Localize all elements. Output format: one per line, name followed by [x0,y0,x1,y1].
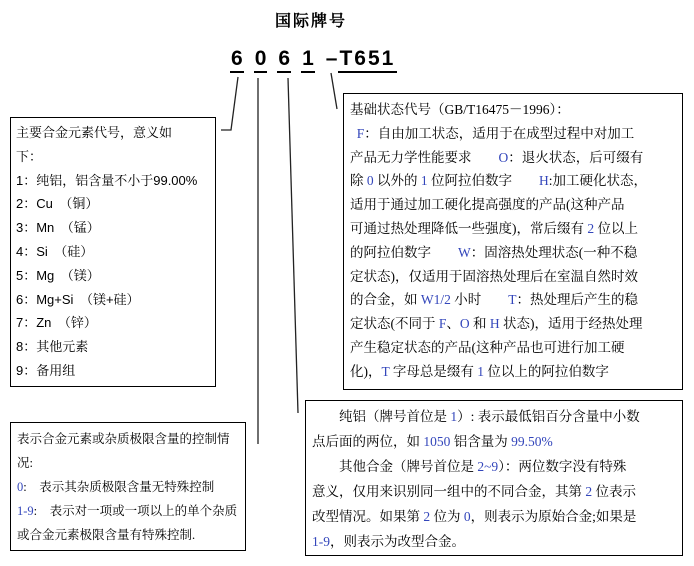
latin-run: 0 [463,509,471,524]
text-line: 况: [17,456,33,470]
text-line: 改型情况。如果第 2 位为 0，则表示为原始合金;如果是 [312,509,637,524]
text-line: 点后面的两位，如 1050 铝含量为 99.50% [312,434,553,449]
designation-code [230,47,397,73]
latin-run: 1-9 [17,504,34,518]
latin-run: 2~9 [477,459,499,474]
latin-run: 99.50% [511,434,553,449]
designation-separator: – [325,47,338,70]
latin-run: O [459,316,470,332]
text-line: 产生稳定状态的产品(这种产品也可进行加工硬 [350,339,625,355]
text-line: 1：纯铝，铝含量不小于99.00% [16,172,198,188]
text-line: 基础状态代号（GB/T16475－1996）： [350,102,570,117]
text-line: 下： [16,148,43,164]
text-line: 意义，仅用来识别同一组中的不同合金，其第 2 位表示 [312,484,636,499]
text-line: 4：Si （硅） [16,243,94,259]
latin-run: H [489,316,500,332]
latin-run: T [381,363,390,379]
latin-run: 1 [450,409,458,424]
text-line: 7：Zn （锌） [16,315,97,331]
basic-temper-codes-box [343,93,683,390]
leader-line-temper-to-temper-codes-box [331,73,337,109]
text-line: 3：Mn （锰） [16,220,100,236]
text-line: 或合金元素极限含量有特殊控制. [17,528,196,542]
latin-run: O [498,149,509,165]
latin-run: H [539,173,549,189]
impurity-control-box [10,422,246,551]
latin-run: W [458,244,471,260]
text-line: 1-9，则表示为改型合金。 [312,534,465,549]
designation-temper-code: T651 [338,47,397,73]
text-line: 化)，T 字母总是缀有 1 位以上的阿拉伯数字 [350,363,609,379]
text-line: 的阿拉伯数字 W：固溶热处理状态(一种不稳 [350,244,638,260]
latin-run: 0 [17,480,24,494]
text-line: 产品无力学性能要求 O：退火状态，后可缀有 [350,149,644,165]
text-line: 6：Mg+Si （镁+硅） [16,291,140,307]
text-line: 可通过热处理降低一些强度)，常后缀有 2 位以上 [350,220,638,236]
designation-digit-3: 6 [277,47,291,73]
latin-run: 1050 [423,434,451,449]
designation-digit-1: 6 [230,47,244,73]
latin-run: F [438,316,447,332]
text-line: 除 0 以外的 1 位阿拉伯数字 H:加工硬化状态， [350,173,648,189]
latin-run: 2 [587,220,595,236]
latin-run: T [508,292,517,308]
latin-run: 1 [477,363,485,379]
text-line: 其他合金（牌号首位是 2~9）：两位数字没有特殊 [312,459,627,474]
text-line: 0: 表示其杂质极限含量无特殊控制 [17,480,215,494]
leader-line-digit1-to-alloy-element-box [221,77,238,130]
text-line: 2：Cu （铜） [16,196,99,212]
latin-run: 1-9 [312,534,330,549]
text-line: 主要合金元素代号，意义如 [16,125,173,140]
text-line: 纯铝（牌号首位是 1）: 表示最低铝百分含量中小数 [312,409,640,424]
alloy-element-codes-box [10,117,216,387]
text-line: 定状态)，仅适用于固溶热处理后在室温自然时效 [350,268,638,284]
text-line: 定状态(不同于 F、O 和 H 状态)，适用于经热处理 [350,316,643,332]
text-line: 9：备用组 [16,362,76,378]
text-line: 表示合金元素或杂质极限含量的控制情 [17,432,230,446]
text-line: 适用于通过加工硬化提高强度的产品(这种产品 [350,197,625,213]
latin-run: F [356,125,365,141]
alloy-identification-box [305,400,683,556]
text-line: F：自由加工状态，适用于在成型过程中对加工 [356,125,635,141]
text-line: 的合金，如 W1/2 小时 T：热处理后产生的稳 [350,292,638,308]
page-title: 国际牌号 [275,13,348,30]
designation-digit-2: 0 [254,47,268,73]
text-line: 8：其他元素 [16,339,89,355]
latin-run: 2 [423,509,431,524]
text-line: 5：Mg （镁） [16,267,100,283]
latin-run: 0 [366,173,374,189]
leader-line-digit3-to-alloy-identification-box [288,78,298,413]
latin-run: 1 [420,173,428,189]
latin-run: W1/2 [420,292,451,308]
latin-run: GB/T16475－1996 [444,102,550,117]
designation-digit-4: 1 [301,47,315,73]
latin-run: 2 [585,484,593,499]
text-line: 1-9: 表示对一项或一项以上的单个杂质 [17,504,238,518]
